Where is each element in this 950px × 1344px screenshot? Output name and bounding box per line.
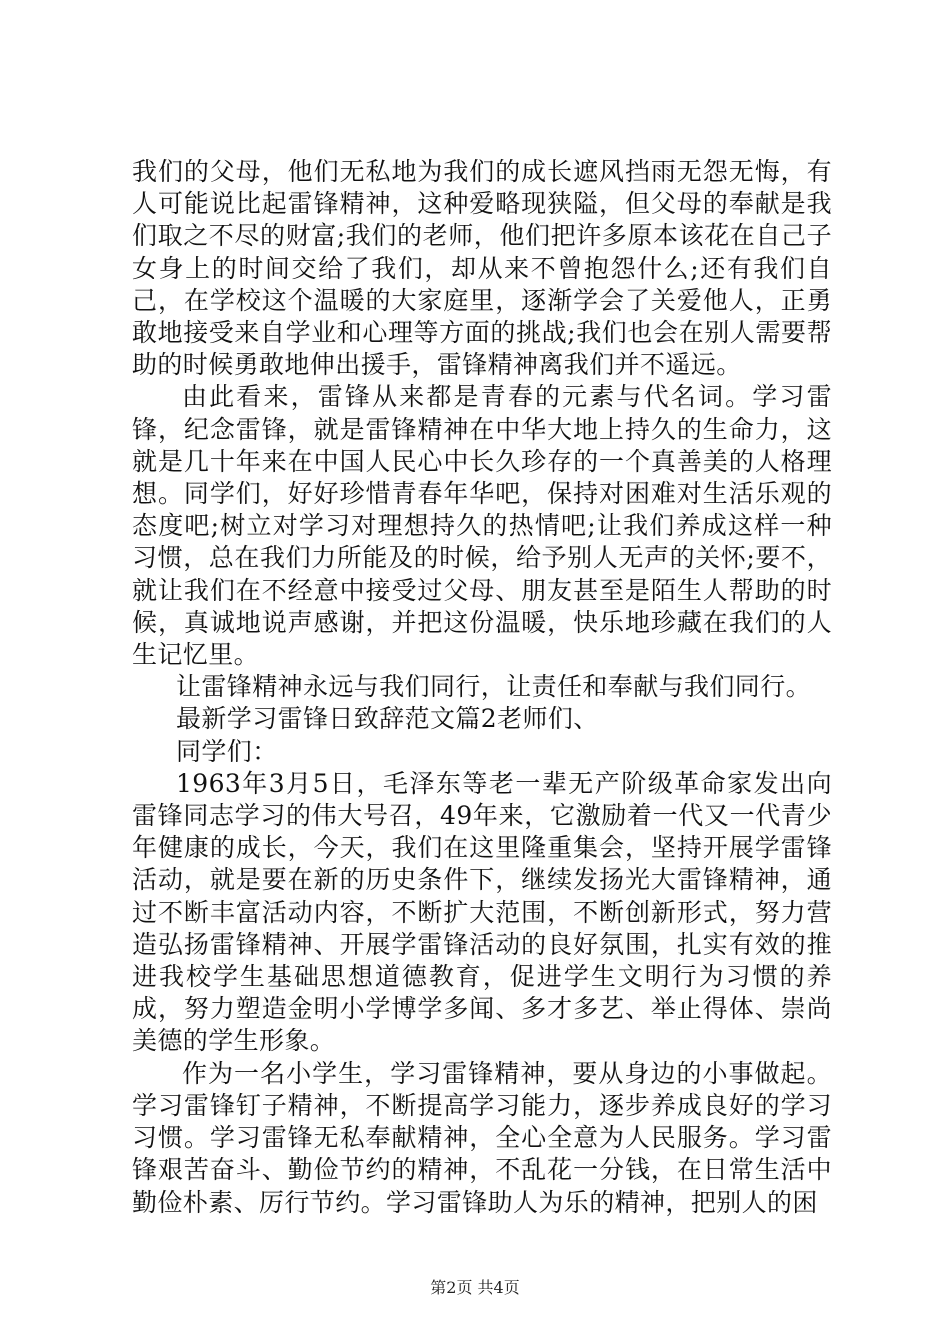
document-body	[132, 156, 832, 1219]
paragraph-pupil-actions: 作为一名小学生，学习雷锋精神，要从身边的小事做起。学习雷锋钉子精神，不断提高学习能力，逐步养成良好的学习习惯。学习雷锋无私奉献精神，全心全意为人民服务。学习雷锋艰苦奋斗、勤俭节约的精神，不乱花一分钱，在日常生活中勤俭朴素、厉行节约。学习雷锋助人为乐的精神，把别人的困	[132, 1058, 832, 1217]
paragraph-parents-teachers: 我们的父母，他们无私地为我们的成长遮风挡雨无怨无悔，有人可能说比起雷锋精神，这种爱略现狭隘，但父母的奉献是我们取之不尽的财富;我们的老师，他们把许多原本该花在自己子女身上的时间交给了我们，却从来不曾抱怨什么;还有我们自己，在学校这个温暖的大家庭里，逐渐学会了关爱他人，正勇敢地接受来自学业和心理等方面的挑战;我们也会在别人需要帮助的时候勇敢地伸出援手，雷锋精神离我们并不遥远。	[132, 157, 832, 380]
page-footer: 第2页 共4页	[430, 1278, 520, 1297]
paragraph-1963-call: 1963年3月5日，毛泽东等老一辈无产阶级革命家发出向雷锋同志学习的伟大号召，49年来，它激励着一代又一代青少年健康的成长，今天，我们在这里隆重集会，坚持开展学雷锋活动，就是要在新的历史条件下，继续发扬光大雷锋精神，通过不断丰富活动内容，不断扩大范围，不断创新形式，努力营造弘扬雷锋精神、开展学雷锋活动的良好氛围，扎实有效的推进我校学生基础思想道德教育，促进学生文明行为习惯的养成，努力塑造金明小学博学多闻、多才多艺、举止得体、崇尚美德的学生形象。	[132, 768, 832, 1056]
paragraph-walk-with-us: 让雷锋精神永远与我们同行，让责任和奉献与我们同行。	[176, 672, 812, 702]
paragraph-section-title: 最新学习雷锋日致辞范文篇2老师们、	[176, 704, 599, 734]
paragraph-youth-spirit: 由此看来，雷锋从来都是青春的元素与代名词。学习雷锋，纪念雷锋，就是雷锋精神在中华大地上持久的生命力，这就是几十年来在中国人民心中长久珍存的一个真善美的人格理想。同学们，好好珍惜青春年华吧，保持对困难对生活乐观的态度吧;树立对学习对理想持久的热情吧;让我们养成这样一种习惯，总在我们力所能及的时候，给予别人无声的关怀;要不，就让我们在不经意中接受过父母、朋友甚至是陌生人帮助的时候，真诚地说声感谢，并把这份温暖，快乐地珍藏在我们的人生记忆里。	[132, 382, 832, 670]
paragraph-salutation: 同学们：	[176, 736, 278, 766]
